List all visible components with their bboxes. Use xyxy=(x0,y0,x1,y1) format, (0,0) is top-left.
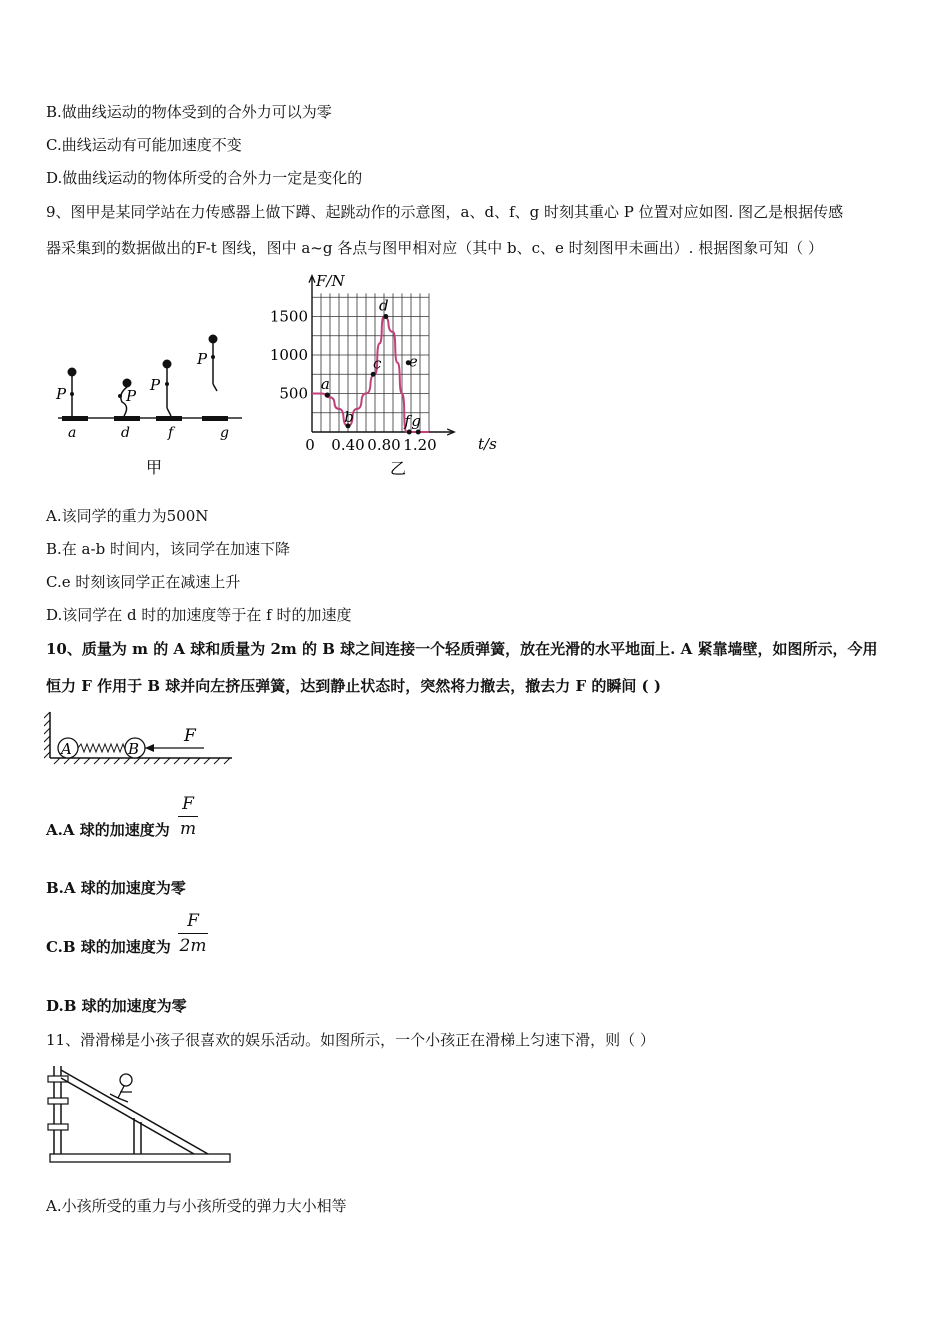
y-tick-label: 1500 xyxy=(269,307,308,326)
q9-option-a: A.该同学的重力为500N xyxy=(46,507,209,525)
x-tick-label: 0.80 xyxy=(367,436,401,454)
q10-ball-b: B xyxy=(128,740,140,758)
chart-point-f xyxy=(407,430,412,435)
q10-option-c-numerator: F xyxy=(187,911,199,931)
q9-jia-p-d: P xyxy=(126,387,137,405)
q10-option-a: A.A 球的加速度为 xyxy=(46,821,170,839)
q10-option-d: D.B 球的加速度为零 xyxy=(46,997,187,1015)
y-tick-label: 1000 xyxy=(269,346,308,364)
q9-ft-chart xyxy=(266,268,500,480)
q9-figure-jia xyxy=(50,330,250,480)
chart-points xyxy=(321,297,421,435)
q10-stem-line2: 恒力 F 作用于 B 球并向左挤压弹簧，达到静止状态时，突然将力撤去，撤去力 F 的瞬间 ( ) xyxy=(46,677,661,695)
q10-option-a-numerator: F xyxy=(182,794,194,814)
chart-point-label-d: d xyxy=(378,296,389,315)
q10-option-a-fraction xyxy=(178,794,198,839)
chart-point-label-f: f xyxy=(404,412,410,430)
q10-figure xyxy=(44,710,234,770)
q9-option-b: B.在 a-b 时间内，该同学在加速下降 xyxy=(46,540,290,558)
q9-option-c: C.e 时刻该同学正在减速上升 xyxy=(46,573,241,591)
q10-option-c-denominator: 2m xyxy=(179,936,207,956)
q9-jia-caption: 甲 xyxy=(146,458,163,477)
q8-option-b: B.做曲线运动的物体受到的合外力可以为零 xyxy=(46,103,332,121)
chart-point-g xyxy=(416,430,421,435)
q9-jia-label-d: d xyxy=(121,425,130,441)
chart-point-label-a: a xyxy=(320,375,330,394)
y-tick-label: 500 xyxy=(279,384,308,403)
q8-option-d: D.做曲线运动的物体所受的合外力一定是变化的 xyxy=(46,169,363,187)
chart-point-a xyxy=(325,393,330,398)
q9-option-d: D.该同学在 d 时的加速度等于在 f 时的加速度 xyxy=(46,606,352,624)
q10-ball-a: A xyxy=(61,740,72,758)
chart-point-label-c: c xyxy=(372,354,382,373)
q11-stem: 11、滑滑梯是小孩子很喜欢的娱乐活动。如图所示，一个小孩正在滑梯上匀速下滑，则（ ） xyxy=(46,1031,655,1049)
q9-jia-p-a: P xyxy=(56,385,67,403)
q10-option-c: C.B 球的加速度为 xyxy=(46,938,171,956)
q9-jia-p-f: P xyxy=(150,376,161,394)
chart-point-label-b: b xyxy=(344,407,354,426)
q10-stem-line1: 10、质量为 m 的 A 球和质量为 2m 的 B 球之间连接一个轻质弹簧，放在光滑的水平地面上. A 紧靠墙壁，如图所示，今用 xyxy=(46,640,878,658)
q9-jia-label-a: a xyxy=(68,425,77,441)
chart-y-axis-label: F/N xyxy=(316,272,345,290)
q11-option-a: A.小孩所受的重力与小孩所受的弹力大小相等 xyxy=(46,1197,347,1215)
q9-jia-label-g: g xyxy=(220,425,229,441)
q10-force-label: F xyxy=(184,726,196,746)
q10-option-b: B.A 球的加速度为零 xyxy=(46,879,186,897)
x-tick-label: 1.20 xyxy=(403,436,437,454)
chart-x-axis-label: t/s xyxy=(478,435,497,453)
q11-slide-figure xyxy=(44,1062,236,1168)
q10-option-a-denominator: m xyxy=(179,819,197,839)
q9-jia-label-f: f xyxy=(168,425,174,441)
q8-option-c: C.曲线运动有可能加速度不变 xyxy=(46,136,242,154)
q9-stem-line2: 器采集到的数据做出的F-t 图线，图中 a~g 各点与图甲相对应（其中 b、c、e 时刻图甲未画出）. 根据图象可知（ ） xyxy=(46,239,823,257)
q9-stem-line1: 9、图甲是某同学站在力传感器上做下蹲、起跳动作的示意图，a、d、f、g 时刻其重心 P 位置对应如图. 图乙是根据传感 xyxy=(46,203,844,221)
x-tick-label: 0.40 xyxy=(331,436,365,454)
chart-point-c xyxy=(371,372,376,377)
x-tick-label: 0 xyxy=(305,436,315,454)
chart-point-label-e: e xyxy=(408,352,418,371)
chart-point-d xyxy=(383,314,388,319)
q9-yi-caption: 乙 xyxy=(390,459,407,478)
q9-jia-p-g: P xyxy=(197,350,208,368)
chart-point-label-g: g xyxy=(411,412,422,430)
q10-option-c-fraction xyxy=(178,911,208,956)
